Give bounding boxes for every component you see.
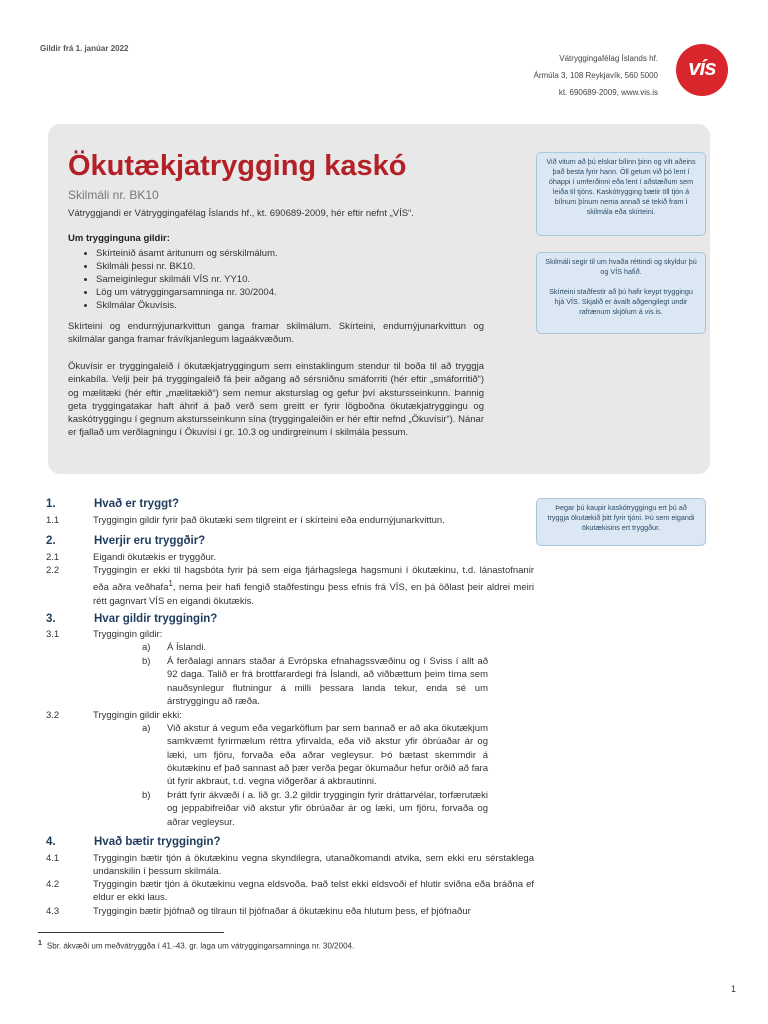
list-item: • Skilmáli þessi nr. BK10.: [96, 260, 278, 273]
sub-clause-text: Þrátt fyrir ákvæði í a. lið gr. 3.2 gildir tryggingin fyrir dráttarvélar, torfærutæki og jeppabifreiðar við akstur yfir óbrúaðar ár og læki, um fjöru, forvaða og aðrar vegleysur.: [167, 790, 488, 828]
clause-text: Tryggingin gildir ekki:: [93, 710, 182, 721]
section-number: 4.: [46, 836, 56, 848]
clause-text: Tryggingin bætir tjón á ökutækinu vegna skyndilegra, utanaðkomandi atvika, sem ekki eru sérstaklega undanskilin í þessum skilmála.: [93, 853, 534, 878]
clause-number: 3.1: [46, 629, 60, 640]
section-heading: [46, 535, 205, 547]
scope-heading: Um trygginguna gildir:: [68, 233, 170, 244]
valid-from-date: Gildir frá 1. janúar 2022: [40, 44, 129, 53]
section-title: Hvað er tryggt?: [94, 498, 179, 510]
section-title: Hvar gildir tryggingin?: [94, 613, 218, 625]
note-text: Þegar þú kaupir kaskótryggingu ert þú að tryggja ökutækið þitt fyrir tjóni. Þú sem eigandi ökutækisins ert tryggður.: [547, 503, 695, 532]
section-number: 2.: [46, 535, 56, 547]
sidebar-note-kasko: [536, 498, 706, 546]
intro-paragraph-okuvisir: Ökuvísir er tryggingaleið í ökutækjatryggingum sem einstaklingum stendur til boða til að tryggja einkabíla. Velji þeir þá tryggingaleið fá þeir aðgang að sérsniðnu smáforriti (hér eftir „smáforritið“) og mælitæki (hér eftir „mælitækið“) sem nemur aksturslag og gefur því akstursseinkunn. Þannig geta tryggingatakar haft áhrif á það verð sem greitt er fyrir lögboðna ökutækjatryggingu og kaskótryggingu í gegnum akstursseinkunn sína (tryggingaleiðin er hér eftir nefnd „Ökuvísir“). Nánar er fjallað um verðlagningu í Ökuvísi í gr. 10.3 og undirgreinum í skilmála þessum.: [68, 361, 484, 439]
section-number: 1.: [46, 498, 56, 510]
footnote-mark: 1: [38, 940, 42, 947]
clause-text: Eigandi ökutækis er tryggður.: [93, 552, 217, 563]
company-id: kt. 690689-2009, www.vis.is: [558, 88, 658, 97]
sidebar-note-love-car: [536, 152, 706, 236]
clause-text-part: Tryggingin er ekki til hagsbóta fyrir þá sem eiga fjárhagslega hagsmuni í ökutækinu, t.d. lánastofnanir eða aðra veðhafa: [93, 565, 534, 594]
note-text: Skírteini staðfestir að þú hafir keypt tryggingu hjá VÍS. Skjalið er ávallt aðgengilegt undir rafrænum skjölum á vis.is.: [549, 287, 693, 316]
clause-number: 4.1: [46, 853, 60, 864]
company-name: Vátryggingafélag Íslands hf.: [559, 54, 658, 63]
sub-clause-label: b): [142, 790, 151, 801]
clause-number: 4.2: [46, 879, 60, 890]
note-text: Við vitum að þú elskar bílinn þinn og vilt aðeins það besta fyrir hann. Öll getum við þó lent í óhappi í umferðinni eða lent í aðstæðum sem leiða til tjóns. Kaskótrygging bætir öll tjón á bílnum þínum nema annað sé tekið fram í skilmála eða skírteini.: [546, 157, 696, 216]
sub-clause-text: Við akstur á vegum eða vegarköflum þar sem bannað er að aka ökutækjum samkvæmt fyrirmælum réttra yfirvalda, eða við akstur yfir óbrúaðar ár og læki, um fjöru, forvaða eða aðrar vegleysur. Þó bætast skemmdir á ökutækinu ef það sannast að þær verða þegar ökumaður hefur orðið að fara út fyrir akbraut, t.d. vegna viðgerðar á akbrautinni.: [167, 723, 488, 788]
list-item: • Skírteinið ásamt áritunum og sérskilmálum.: [96, 247, 278, 260]
sub-clause-text: Á ferðalagi annars staðar á Evrópska efnahagssvæðinu og í Sviss í allt að 92 daga. Talið er frá brottfarardegi frá Íslandi, að viðbættum þeim tíma sem nauðsynlegur flutningur á milli þessara landa tekur, enda sé um árstryggingu að ræða.: [167, 656, 488, 707]
intro-paragraph-precedence: Skírteini og endurnýjunarkvittun ganga framar skilmálum. Skírteini, endurnýjunarkvittun og skilmálar ganga framar frávíkjanlegum lagaákvæðum.: [68, 321, 484, 346]
clause-number: 1.1: [46, 515, 60, 526]
document-title: Ökutækjatrygging kaskó: [68, 150, 407, 182]
page-number: 1: [730, 984, 736, 994]
clause-text: Tryggingin bætir tjón á ökutækinu vegna eldsvoða. Það telst ekki eldsvoði ef hlutir sviðna eða bráðna ef eldur er ekki laus.: [93, 879, 534, 904]
section-number: 3.: [46, 613, 56, 625]
clause-text: Tryggingin gildir:: [93, 629, 163, 640]
footnote-text: Sbr. ákvæði um meðvátryggða í 41.-43. gr. laga um vátryggingarsamninga nr. 30/2004.: [46, 941, 355, 951]
clause-text: [93, 564, 534, 608]
section-heading: [46, 498, 179, 510]
section-title: Hverjir eru tryggðir?: [94, 535, 206, 547]
company-info: [533, 50, 658, 101]
clause-number: 2.2: [46, 565, 60, 576]
footnote: [38, 940, 354, 951]
company-address: Ármúla 3, 108 Reykjavík, 560 5000: [533, 71, 658, 80]
section-heading: [46, 613, 217, 625]
logo-text: vís: [688, 55, 716, 80]
footnote-divider: [38, 932, 224, 933]
section-heading: [46, 836, 221, 848]
clause-number: 4.3: [46, 906, 60, 917]
sub-clause-label: a): [142, 642, 151, 653]
document-subtitle: Skilmáli nr. BK10: [68, 188, 159, 202]
clause-number: 2.1: [46, 552, 60, 563]
clause-text: Tryggingin gildir fyrir það ökutæki sem tilgreint er í skírteini eða endurnýjunarkvittun.: [93, 515, 445, 526]
list-item: • Sameiginlegur skilmáli VÍS nr. YY10.: [96, 273, 278, 286]
sidebar-note-terms: [536, 252, 706, 334]
list-item: • Skilmálar Ökuvísis.: [96, 299, 278, 312]
clause-number: 3.2: [46, 710, 60, 721]
sub-clause-label: a): [142, 723, 151, 734]
footnote-ref: 1: [168, 579, 173, 589]
clause-text-part: , nema þeir hafi fengið staðfestingu þess efnis frá VÍS, en þá öðlast þeir aldrei meiri rétt gagnvart VÍS en eigandi ökutækis.: [93, 582, 534, 607]
sub-clause-label: b): [142, 656, 151, 667]
vis-logo: [676, 44, 728, 96]
clause-text: Tryggingin bætir þjófnað og tilraun til þjófnaðar á ökutækinu eða hlutum þess, ef þjófnaður: [93, 906, 471, 917]
list-item: • Lög um vátryggingarsamninga nr. 30/2004.: [96, 286, 278, 299]
note-text: Skilmáli segir til um hvaða réttindi og skyldur þú og VÍS hafið.: [545, 257, 697, 276]
scope-list: [96, 247, 278, 312]
sub-clause-text: Á Íslandi.: [167, 642, 207, 653]
insurer-statement: Vátryggjandi er Vátryggingafélag Íslands hf., kt. 690689-2009, hér eftir nefnt „VÍS“.: [68, 208, 414, 219]
section-title: Hvað bætir tryggingin?: [94, 836, 221, 848]
